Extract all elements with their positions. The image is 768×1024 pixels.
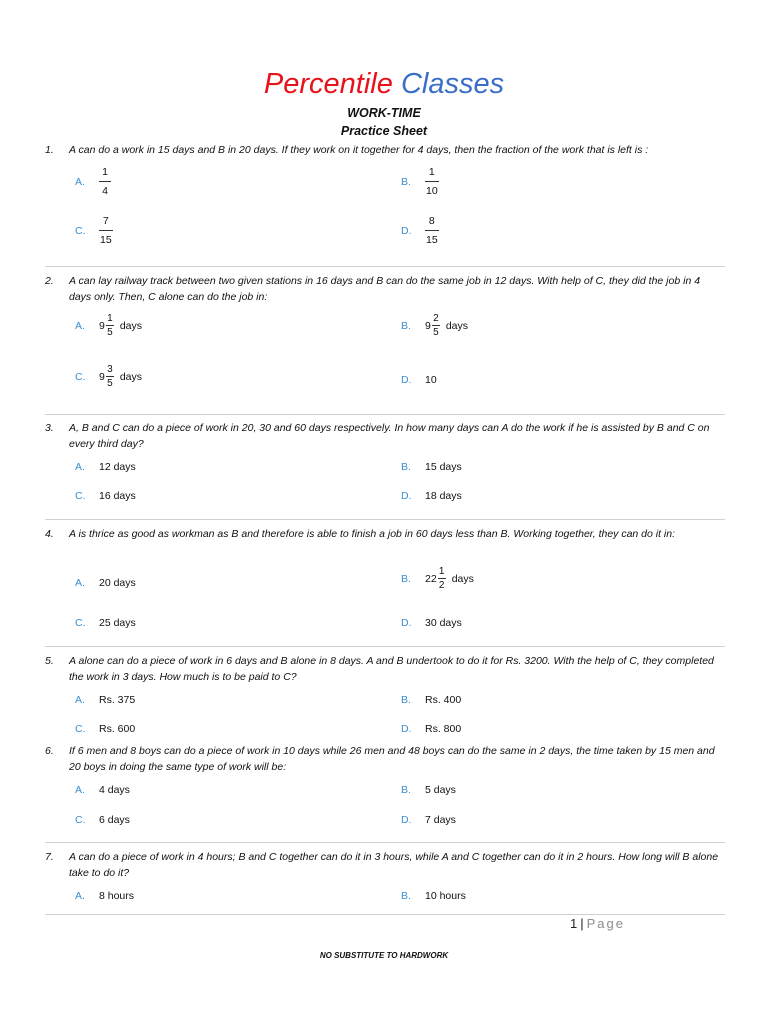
option-2d[interactable]: [401, 373, 437, 387]
option-4b[interactable]: [401, 566, 474, 591]
option-letter: C.: [75, 224, 86, 237]
question-number: 7.: [45, 851, 54, 863]
option-1a[interactable]: [75, 166, 111, 197]
option-text: 15 days: [425, 461, 462, 473]
option-letter: A.: [75, 784, 85, 796]
option-letter: B.: [401, 175, 411, 188]
option-2c[interactable]: [75, 364, 142, 389]
divider: [45, 519, 725, 520]
unit: days: [451, 572, 474, 585]
fraction: [99, 215, 113, 246]
question-1: [45, 142, 723, 158]
option-text: 16 days: [99, 490, 136, 502]
unit: days: [119, 370, 143, 383]
numerator: 3: [107, 364, 113, 375]
question-2: [45, 273, 723, 305]
unit: days: [119, 319, 143, 332]
option-letter: C.: [75, 814, 86, 826]
question-text: A, B and C can do a piece of work in 20, 30 and 60 days respectively. In how many days can A do the work if he is assisted by B and C on every third day?: [69, 422, 710, 450]
denominator: 5: [107, 327, 113, 338]
fraction: [425, 166, 439, 197]
option-text: 7 days: [425, 814, 456, 826]
fraction-bar: [106, 325, 114, 326]
option-letter: D.: [401, 490, 412, 502]
mixed-number: [425, 313, 468, 338]
option-1d[interactable]: [401, 215, 439, 246]
denominator: 5: [433, 327, 439, 338]
option-3b[interactable]: [401, 460, 462, 474]
numerator: 1: [428, 166, 435, 178]
question-6: [45, 743, 723, 775]
option-4d[interactable]: [401, 616, 462, 630]
footer-divider: [45, 914, 725, 915]
option-text: 4 days: [99, 784, 130, 796]
unit: days: [445, 319, 469, 332]
option-letter: D.: [401, 224, 412, 237]
mixed-number: [99, 313, 142, 338]
denominator: 10: [426, 185, 438, 197]
fraction: [106, 364, 114, 389]
option-3c[interactable]: [75, 489, 136, 503]
option-text: 18 days: [425, 490, 462, 502]
option-letter: B.: [401, 319, 411, 332]
title-part-2: Classes: [400, 68, 505, 100]
option-5c[interactable]: [75, 722, 135, 736]
option-letter: C.: [75, 370, 86, 383]
option-text: 20 days: [99, 577, 136, 589]
option-letter: A.: [75, 890, 85, 902]
whole-part: 22: [425, 572, 437, 585]
whole-part: 9: [425, 319, 431, 332]
option-letter: A.: [75, 694, 85, 706]
question-text: A can do a piece of work in 4 hours; B and C together can do it in 3 hours, while A and C together can do it in 2 hours. How long will B alone take to do it?: [69, 851, 719, 879]
option-7a[interactable]: [75, 889, 134, 903]
option-text: Rs. 400: [425, 694, 462, 706]
question-number: 4.: [45, 528, 54, 540]
page-separator: |: [580, 916, 584, 931]
numerator: 1: [107, 313, 113, 324]
fraction-bar: [99, 181, 111, 182]
question-3: [45, 420, 723, 452]
divider: [45, 414, 725, 415]
question-7: [45, 849, 723, 881]
option-6c[interactable]: [75, 813, 130, 827]
topic-heading: WORK-TIME: [347, 106, 421, 120]
option-letter: A.: [75, 175, 85, 188]
page-number-value: 1: [570, 916, 578, 931]
fraction-bar: [438, 578, 446, 579]
question-number: 3.: [45, 422, 54, 434]
option-text: 5 days: [425, 784, 456, 796]
option-6a[interactable]: [75, 783, 130, 797]
question-text: A is thrice as good as workman as B and therefore is able to finish a job in 60 days less than B. Working together, they can do it in:: [69, 528, 676, 540]
option-letter: D.: [401, 723, 412, 735]
option-text: Rs. 600: [99, 723, 136, 735]
fraction: [438, 566, 446, 591]
option-2a[interactable]: [75, 313, 142, 338]
footer-slogan: NO SUBSTITUTE TO HARDWORK: [319, 951, 449, 960]
question-number: 5.: [45, 655, 54, 667]
option-text: Rs. 375: [99, 694, 136, 706]
numerator: 8: [428, 215, 435, 227]
option-letter: B.: [401, 461, 411, 473]
fraction: [106, 313, 114, 338]
option-letter: B.: [401, 572, 411, 585]
question-text: A can lay railway track between two given stations in 16 days and B can do the same job in 12 days. With help of C, they did the job in 4 days only. Then, C alone can do the job in:: [69, 275, 701, 303]
option-letter: B.: [401, 890, 411, 902]
option-letter: B.: [401, 784, 411, 796]
denominator: 2: [438, 580, 445, 591]
option-letter: C.: [75, 617, 86, 629]
option-text: 8 hours: [99, 890, 135, 902]
numerator: 2: [433, 313, 439, 324]
whole-part: 9: [99, 370, 105, 383]
denominator: 5: [107, 378, 113, 389]
question-text: A can do a work in 15 days and B in 20 days. If they work on it together for 4 days, then the fraction of the work that is left is :: [69, 144, 649, 156]
fraction: [425, 215, 439, 246]
option-3a[interactable]: [75, 460, 136, 474]
question-text: A alone can do a piece of work in 6 days and B alone in 8 days. A and B undertook to do it for Rs. 3200. With the help of C, they completed the work in 3 days. How much is to be paid to C?: [69, 655, 714, 683]
question-number: 2.: [45, 275, 54, 287]
option-text: 30 days: [425, 617, 462, 629]
question-4: [45, 526, 723, 542]
option-text: 10 hours: [425, 890, 466, 902]
option-text: 10: [425, 374, 437, 386]
option-letter: A.: [75, 461, 85, 473]
page-label: Page: [586, 916, 625, 931]
mixed-number: [425, 566, 474, 591]
whole-part: 9: [99, 319, 105, 332]
option-text: 25 days: [99, 617, 136, 629]
fraction: [99, 166, 111, 197]
option-5d[interactable]: [401, 722, 461, 736]
option-5b[interactable]: [401, 693, 461, 707]
fraction-bar: [425, 230, 439, 231]
numerator: 1: [438, 566, 445, 577]
divider: [45, 646, 725, 647]
fraction-bar: [432, 325, 440, 326]
option-5a[interactable]: [75, 693, 135, 707]
divider: [45, 842, 725, 843]
option-letter: B.: [401, 694, 411, 706]
option-text: 6 days: [99, 814, 130, 826]
option-text: Rs. 800: [425, 723, 462, 735]
title-part-1: Percentile: [263, 68, 393, 100]
option-3d[interactable]: [401, 489, 462, 503]
fraction-bar: [106, 376, 114, 377]
option-6d[interactable]: [401, 813, 456, 827]
page-number: [570, 916, 625, 931]
option-letter: A.: [75, 577, 85, 589]
question-number: 1.: [45, 144, 54, 156]
option-text: 12 days: [99, 461, 136, 473]
fraction-bar: [99, 230, 113, 231]
divider: [45, 266, 725, 267]
option-letter: D.: [401, 617, 412, 629]
option-letter: A.: [75, 319, 85, 332]
mixed-number: [99, 364, 142, 389]
fraction-bar: [425, 181, 439, 182]
numerator: 1: [102, 166, 108, 178]
fraction: [432, 313, 440, 338]
option-4a[interactable]: [75, 576, 136, 590]
option-letter: D.: [401, 814, 412, 826]
sheet-heading: Practice Sheet: [340, 124, 428, 138]
page-title: [0, 64, 768, 104]
option-1b[interactable]: [401, 166, 439, 197]
denominator: 15: [426, 234, 438, 246]
option-1c[interactable]: [75, 215, 113, 246]
question-text: If 6 men and 8 boys can do a piece of work in 10 days while 26 men and 48 boys can do the same in 2 days, the time taken by 15 men and 20 boys in doing the same type of work will be:: [69, 745, 715, 773]
option-letter: D.: [401, 374, 412, 386]
option-letter: C.: [75, 723, 86, 735]
question-5: [45, 653, 723, 685]
option-letter: C.: [75, 490, 86, 502]
denominator: 15: [100, 234, 112, 246]
question-number: 6.: [45, 745, 54, 757]
option-6b[interactable]: [401, 783, 456, 797]
option-7b[interactable]: [401, 889, 466, 903]
option-2b[interactable]: [401, 313, 468, 338]
denominator: 4: [102, 185, 108, 197]
option-4c[interactable]: [75, 616, 136, 630]
numerator: 7: [102, 215, 109, 227]
